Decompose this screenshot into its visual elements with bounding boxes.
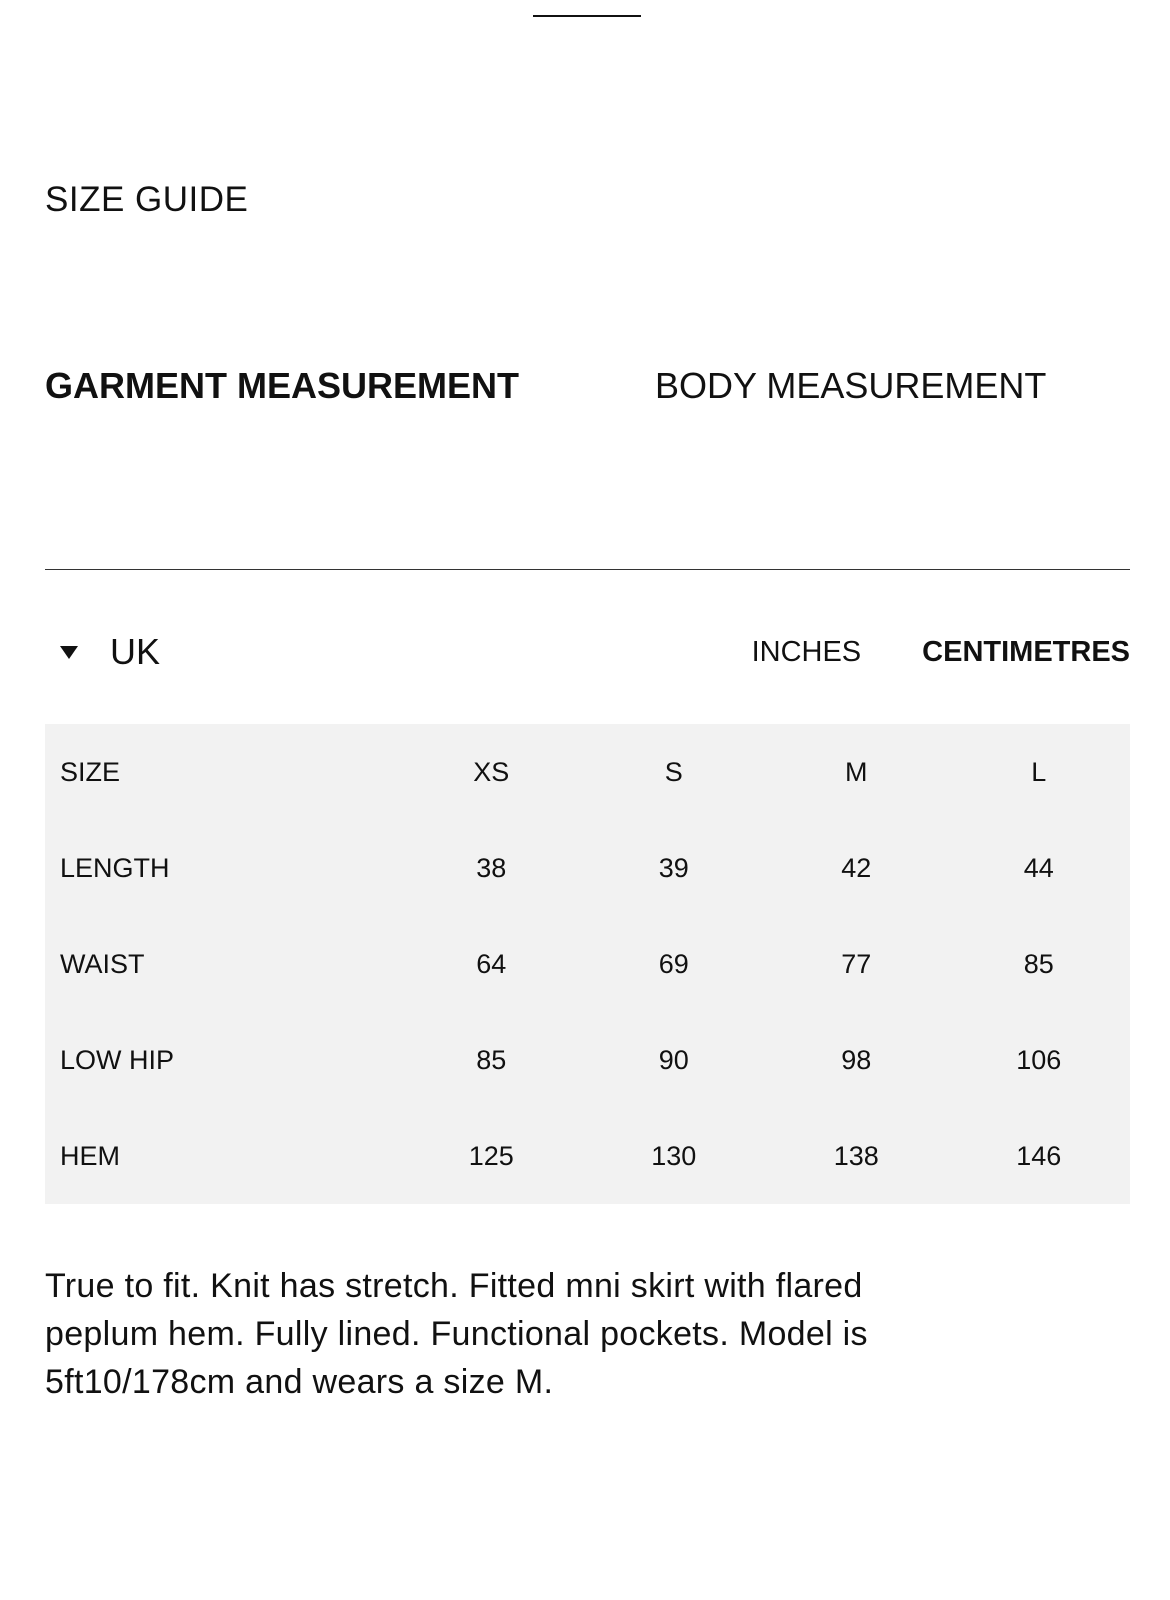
row-label: LOW HIP (60, 1044, 175, 1075)
divider (45, 569, 1130, 570)
region-label: UK (110, 631, 161, 672)
size-header-cell: L (1031, 756, 1047, 787)
page-title: SIZE GUIDE (45, 180, 249, 219)
table-cell: 77 (841, 948, 872, 979)
table-cell: 125 (468, 1140, 514, 1171)
table-cell: 39 (658, 852, 689, 883)
table-header-label: SIZE (60, 756, 121, 787)
size-table (45, 724, 1130, 1204)
size-header-cell: XS (473, 756, 510, 787)
measurement-tabs (45, 362, 1130, 410)
table-cell: 44 (1023, 852, 1054, 883)
unit-toggle (752, 628, 1130, 676)
table-cell: 85 (476, 1044, 507, 1075)
size-header-cell: S (664, 756, 683, 787)
region-unit-row (45, 628, 1130, 676)
row-label: LENGTH (60, 852, 170, 883)
product-fit-description: True to fit. Knit has stretch. Fitted mni skirt with flared peplum hem. Fully lined. Functional pockets. Model is 5ft10/178cm and wears a size M. (45, 1267, 868, 1401)
row-label: HEM (60, 1140, 120, 1171)
table-cell: 90 (658, 1044, 689, 1075)
table-cell: 85 (1023, 948, 1054, 979)
table-header-row (45, 724, 1130, 820)
table-row (45, 1108, 1130, 1204)
table-cell: 64 (476, 948, 507, 979)
table-row (45, 820, 1130, 916)
table-cell: 138 (833, 1140, 879, 1171)
region-dropdown[interactable] (45, 628, 160, 676)
table-cell: 146 (1016, 1140, 1062, 1171)
unit-centimetres-button[interactable]: CENTIMETRES (922, 636, 1130, 668)
row-label: WAIST (60, 948, 145, 979)
tab-garment-measurement[interactable]: GARMENT MEASUREMENT (45, 365, 519, 406)
table-cell: 130 (651, 1140, 697, 1171)
tab-body-measurement[interactable]: BODY MEASUREMENT (655, 365, 1047, 406)
table-cell: 38 (476, 852, 507, 883)
table-row (45, 916, 1130, 1012)
drag-handle[interactable] (533, 15, 641, 17)
unit-inches-button[interactable]: INCHES (751, 636, 862, 668)
caret-down-icon (60, 646, 78, 659)
table-cell: 106 (1016, 1044, 1062, 1075)
table-cell: 42 (841, 852, 872, 883)
table-row (45, 1012, 1130, 1108)
table-cell: 69 (658, 948, 689, 979)
size-header-cell: M (845, 756, 868, 787)
table-cell: 98 (841, 1044, 872, 1075)
